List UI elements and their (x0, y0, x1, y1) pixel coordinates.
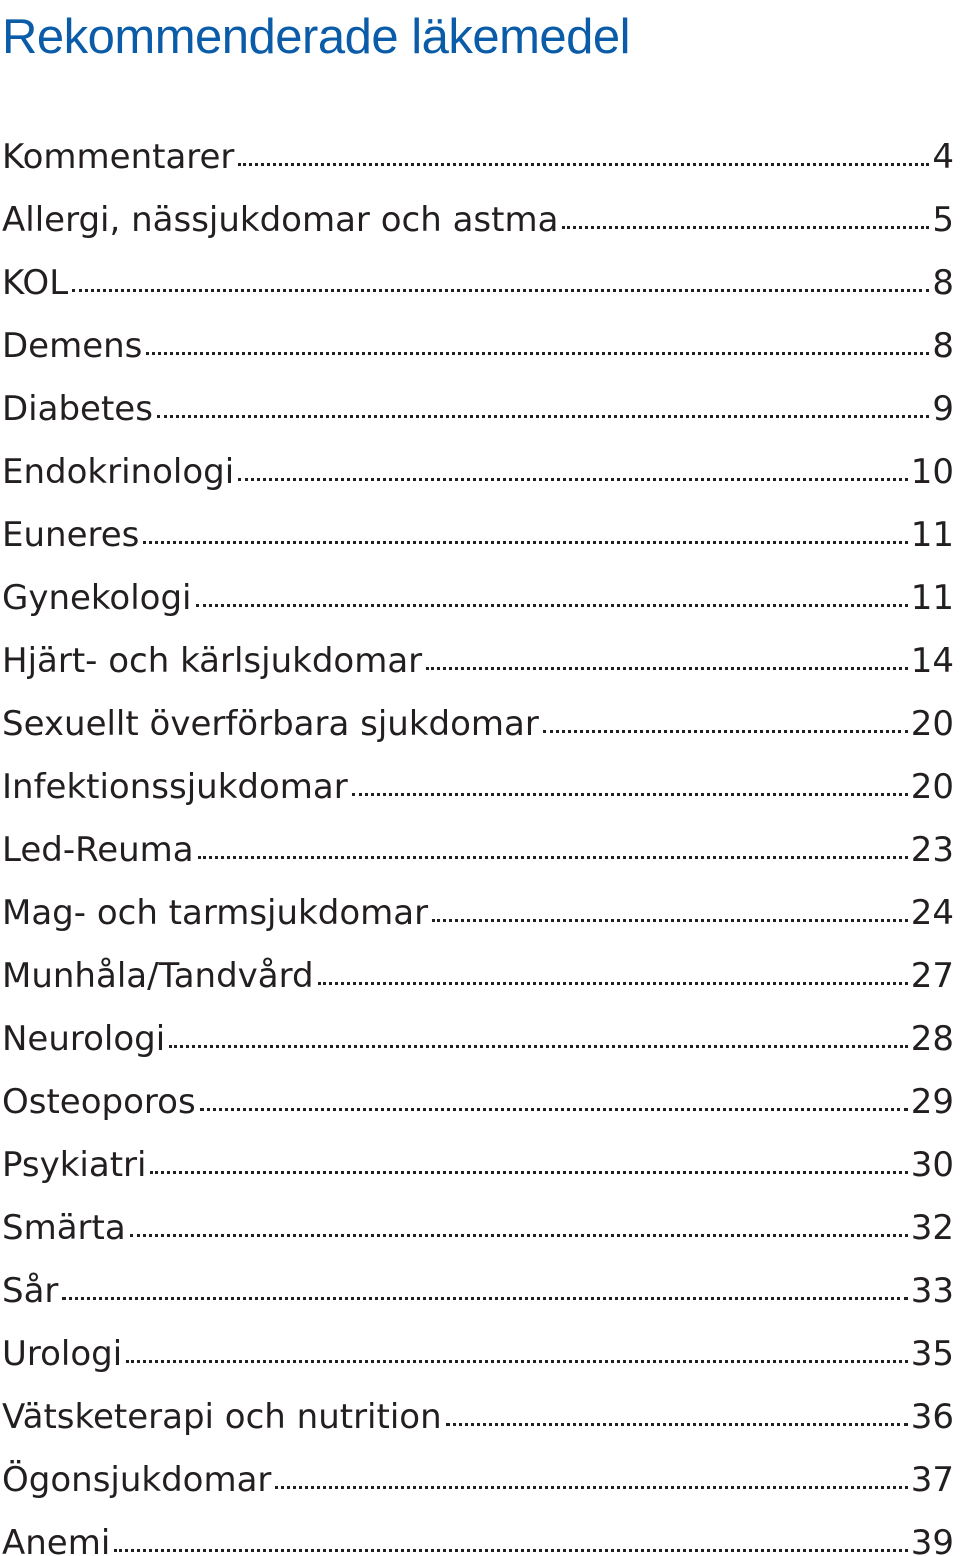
toc-entry[interactable] (2, 1071, 954, 1134)
toc-entry-label: Euneres (2, 515, 140, 555)
dot-leader (72, 289, 929, 292)
toc-entry-page-number: 35 (910, 1334, 954, 1374)
dot-leader (114, 1549, 907, 1552)
toc-entry-page-number: 5 (932, 200, 954, 240)
toc-entry-label: Ögonsjukdomar (2, 1460, 272, 1500)
toc-entry[interactable] (2, 630, 954, 693)
dot-leader (275, 1486, 907, 1489)
toc-entry[interactable] (2, 693, 954, 756)
toc-entry-label: Osteoporos (2, 1082, 196, 1122)
toc-entry-label: Diabetes (2, 389, 153, 429)
toc-entry-label: Smärta (2, 1208, 126, 1248)
toc-entry-page-number: 14 (910, 641, 954, 681)
toc-entry-page-number: 28 (910, 1019, 954, 1059)
toc-entry-label: Munhåla/Tandvård (2, 956, 314, 996)
table-of-contents (2, 126, 954, 1556)
toc-entry-page-number: 10 (910, 452, 954, 492)
toc-entry[interactable] (2, 1197, 954, 1260)
toc-entry-page-number: 8 (932, 263, 954, 303)
dot-leader (238, 478, 908, 481)
dot-leader (126, 1360, 908, 1363)
dot-leader (318, 982, 908, 985)
dot-leader (150, 1171, 907, 1174)
dot-leader (169, 1045, 908, 1048)
toc-entry-label: Infektionssjukdomar (2, 767, 348, 807)
toc-entry[interactable] (2, 567, 954, 630)
toc-entry[interactable] (2, 378, 954, 441)
toc-entry-page-number: 23 (910, 830, 954, 870)
toc-entry-page-number: 9 (932, 389, 954, 429)
dot-leader (143, 541, 907, 544)
toc-entry-label: Demens (2, 326, 143, 366)
toc-entry[interactable] (2, 252, 954, 315)
toc-entry-page-number: 20 (910, 767, 954, 807)
toc-entry-page-number: 37 (910, 1460, 954, 1500)
dot-leader (198, 856, 908, 859)
toc-entry-label: Sexuellt överförbara sjukdomar (2, 704, 539, 744)
toc-entry-page-number: 36 (910, 1397, 954, 1437)
toc-entry[interactable] (2, 1008, 954, 1071)
toc-entry[interactable] (2, 1134, 954, 1197)
dot-leader (432, 919, 908, 922)
toc-entry[interactable] (2, 189, 954, 252)
dot-leader (446, 1423, 908, 1426)
toc-entry[interactable] (2, 1260, 954, 1323)
toc-entry-label: Kommentarer (2, 137, 235, 177)
toc-entry[interactable] (2, 1449, 954, 1512)
toc-entry[interactable] (2, 756, 954, 819)
toc-entry-page-number: 24 (910, 893, 954, 933)
dot-leader (146, 352, 929, 355)
toc-entry-page-number: 39 (910, 1523, 954, 1556)
toc-entry-page-number: 30 (910, 1145, 954, 1185)
toc-entry-page-number: 27 (910, 956, 954, 996)
dot-leader (196, 604, 908, 607)
toc-entry-page-number: 11 (910, 515, 954, 555)
dot-leader (200, 1108, 908, 1111)
toc-entry-label: Anemi (2, 1523, 111, 1556)
dot-leader (130, 1234, 908, 1237)
toc-entry-label: Psykiatri (2, 1145, 147, 1185)
toc-entry[interactable] (2, 819, 954, 882)
toc-entry-label: Sår (2, 1271, 59, 1311)
toc-entry-page-number: 4 (932, 137, 954, 177)
toc-entry[interactable] (2, 1386, 954, 1449)
toc-entry-page-number: 20 (910, 704, 954, 744)
toc-entry-label: Urologi (2, 1334, 123, 1374)
dot-leader (426, 667, 908, 670)
toc-entry-page-number: 11 (910, 578, 954, 618)
dot-leader (238, 163, 929, 166)
toc-entry-label: Hjärt- och kärlsjukdomar (2, 641, 423, 681)
dot-leader (562, 226, 929, 229)
toc-entry[interactable] (2, 126, 954, 189)
toc-entry[interactable] (2, 1512, 954, 1556)
toc-entry-label: Mag- och tarmsjukdomar (2, 893, 429, 933)
toc-entry-label: Vätsketerapi och nutrition (2, 1397, 442, 1437)
page-title: Rekommenderade läkemedel (2, 10, 631, 64)
toc-entry[interactable] (2, 504, 954, 567)
toc-entry-page-number: 33 (910, 1271, 954, 1311)
dot-leader (62, 1297, 907, 1300)
toc-entry-label: Led-Reuma (2, 830, 194, 870)
toc-entry-page-number: 8 (932, 326, 954, 366)
toc-entry-label: KOL (2, 263, 69, 303)
toc-entry[interactable] (2, 1323, 954, 1386)
toc-entry-page-number: 29 (910, 1082, 954, 1122)
toc-entry-label: Gynekologi (2, 578, 192, 618)
toc-entry-label: Neurologi (2, 1019, 166, 1059)
toc-entry-label: Allergi, nässjukdomar och astma (2, 200, 559, 240)
toc-entry-page-number: 32 (910, 1208, 954, 1248)
toc-entry[interactable] (2, 882, 954, 945)
toc-entry[interactable] (2, 315, 954, 378)
toc-entry-label: Endokrinologi (2, 452, 235, 492)
dot-leader (157, 415, 929, 418)
dot-leader (352, 793, 908, 796)
toc-entry[interactable] (2, 441, 954, 504)
toc-entry[interactable] (2, 945, 954, 1008)
dot-leader (543, 730, 908, 733)
